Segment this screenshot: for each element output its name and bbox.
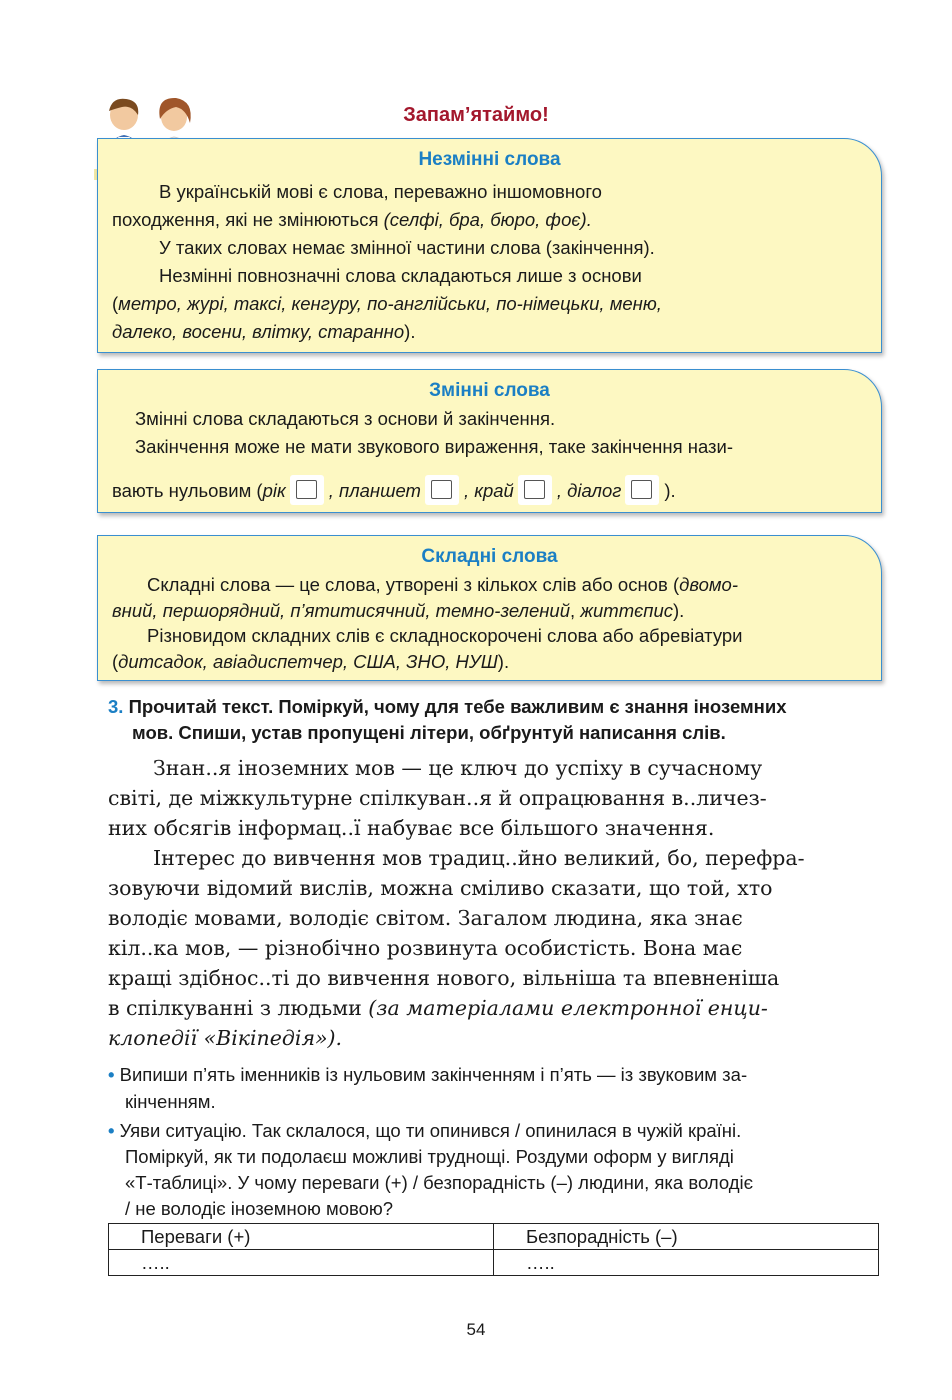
rule-text: У таких словах немає змінної частини слова (закінчення). <box>159 237 655 258</box>
table-cell: ….. <box>109 1250 494 1276</box>
passage-line: Інтерес до вивчення мов традиц..йно великий, бо, перефра- <box>153 846 805 870</box>
passage-line: в спілкуванні з людьми (за матеріалами електронної енци- <box>108 996 768 1020</box>
table-header-row <box>109 1224 879 1250</box>
bullet-task-line: / не володіє іноземною мовою? <box>125 1198 394 1219</box>
task-instruction <box>108 694 888 746</box>
remember-heading: Запам’ятаймо! <box>403 104 549 126</box>
task-number: 3. <box>108 696 124 717</box>
t-table <box>108 1223 879 1276</box>
bullet-task-line: кінченням. <box>125 1091 216 1112</box>
rule-text: Незмінні повнозначні слова складаються лише з основи <box>159 265 642 286</box>
passage-line: кращі здібнос..ті до вивчення нового, вільніша та впевненіша <box>108 966 780 990</box>
rule-text: Складні слова — це слова, утворені з кількох слів або основ (двомо- <box>147 574 739 595</box>
rule-text: Змінні слова складаються з основи й закінчення. <box>135 408 556 429</box>
table-row <box>109 1250 879 1276</box>
passage-line: кіл..ка мов, — різнобічно розвинута особистість. Вона має <box>108 936 743 960</box>
zero-ending-box <box>290 475 324 505</box>
table-header: Переваги (+) <box>109 1224 494 1250</box>
passage-line: Знан..я іноземних мов — це ключ до успіху в сучасному <box>153 756 763 780</box>
box-title: Незмінні слова <box>418 149 561 170</box>
task-line: мов. Спиши, устав пропущені літери, обґрунтуй написання слів. <box>132 722 726 743</box>
task-line: 3. Прочитай текст. Поміркуй, чому для тебе важливим є знання іноземних <box>108 696 787 717</box>
rule-examples: вають нульовим (рік , планшет , край , діалог ). <box>112 475 676 505</box>
passage-line: зовуючи відомий вислів, можна сміливо сказати, що той, хто <box>108 876 773 900</box>
rule-examples: вний, першорядний, п’ятитисячний, темно-зелений, життєпис). <box>112 600 685 621</box>
compound-words-box <box>97 535 882 681</box>
rule-examples: (дитсадок, авіадиспетчер, США, ЗНО, НУШ). <box>112 651 510 672</box>
rule-text: походження, які не змінюються (селфі, бра, бюро, фоє). <box>112 209 592 230</box>
table-cell: ….. <box>494 1250 879 1276</box>
bullet-icon: • <box>108 1064 115 1085</box>
rule-examples: (метро, журі, таксі, кенгуру, по-англійськи, по-німецьки, меню, <box>112 293 662 314</box>
unchangeable-words-box <box>97 138 882 353</box>
bullet-task-line: «Т-таблиці». У чому переваги (+) / безпорадність (–) людини, яка володіє <box>125 1172 754 1193</box>
zero-ending-box <box>425 475 459 505</box>
bullet-task: • Уяви ситуацію. Так склалося, що ти опинився / опинилася в чужій країні. <box>108 1120 742 1141</box>
page-number: 54 <box>466 1320 486 1339</box>
passage-line: володіє мовами, володіє світом. Загалом людина, яка знає <box>108 906 743 930</box>
zero-ending-box <box>518 475 552 505</box>
passage-line: світі, де міжкультурне спілкуван..я й опрацювання в..личез- <box>108 786 767 810</box>
rule-examples: далеко, восени, влітку, старанно). <box>112 321 416 342</box>
bullet-task: • Випиши п’ять іменників із нульовим закінченням і п’ять — із звуковим за- <box>108 1064 748 1085</box>
passage-source: клопедії «Вікіпедія»). <box>108 1026 343 1050</box>
changeable-words-box <box>97 369 882 513</box>
table-header: Безпорадність (–) <box>494 1224 879 1250</box>
box-title: Змінні слова <box>429 380 550 401</box>
zero-ending-box <box>625 475 659 505</box>
rule-text: Закінчення може не мати звукового вираження, таке закінчення нази- <box>135 436 734 457</box>
bullet-task-line: Поміркуй, як ти подолаєш можливі труднощі. Роздуми оформ у вигляді <box>125 1146 734 1167</box>
rule-text: Різновидом складних слів є складноскорочені слова або абревіатури <box>147 625 743 646</box>
rule-text: В українській мові є слова, переважно іншомовного <box>159 181 602 202</box>
passage-line: них обсягів інформац..ї набуває все більшого значення. <box>108 816 715 840</box>
bullet-icon: • <box>108 1120 115 1141</box>
box-title: Складні слова <box>421 546 558 567</box>
